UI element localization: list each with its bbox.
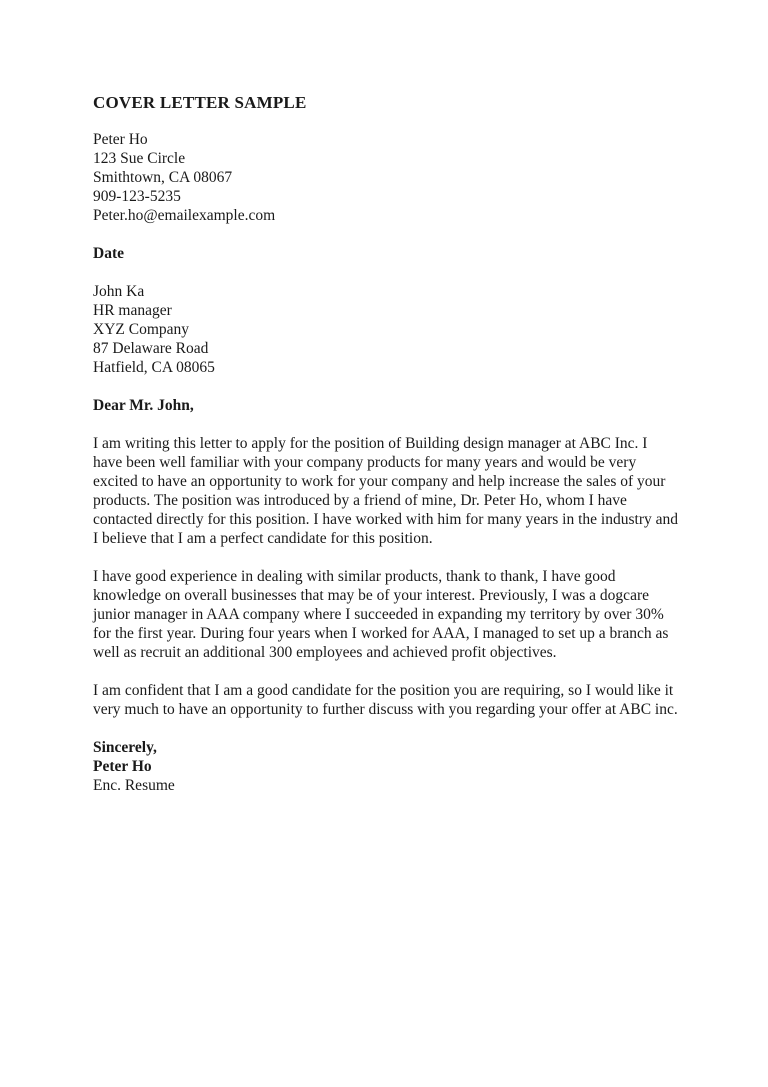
sender-name: Peter Ho (93, 131, 148, 148)
recipient-name: John Ka (93, 283, 145, 300)
signature-name: Peter Ho (93, 758, 152, 775)
date-block (93, 244, 679, 263)
sender-city: Smithtown, CA 08067 (93, 169, 233, 186)
sender-email: Peter.ho@emailexample.com (93, 207, 276, 224)
letter-content (93, 92, 679, 795)
body-paragraph-3: I am confident that I am a good candidate for the position you are requiring, so I would like it very much to have an opportunity to further discuss with you regarding your offer at ABC inc. (93, 682, 678, 718)
document-title: COVER LETTER SAMPLE (93, 93, 307, 112)
salutation-block (93, 396, 679, 415)
recipient-city: Hatfield, CA 08065 (93, 359, 215, 376)
enclosure-note: Enc. Resume (93, 777, 175, 794)
recipient-title: HR manager (93, 302, 172, 319)
recipient-company: XYZ Company (93, 321, 190, 338)
recipient-address-block (93, 282, 679, 377)
closing-signoff: Sincerely, (93, 739, 157, 756)
date-label: Date (93, 245, 124, 262)
sender-street: 123 Sue Circle (93, 150, 186, 167)
salutation: Dear Mr. John, (93, 397, 194, 414)
closing-block (93, 738, 679, 795)
recipient-street: 87 Delaware Road (93, 340, 209, 357)
body-paragraph-2: I have good experience in dealing with similar products, thank to thank, I have good knowledge on overall businesses that may be of your interest. Previously, I was a dogcare junior manager in AAA company where I succeeded in expanding my territory by over 30% for the first year. During four years when I worked for AAA, I managed to set up a branch as well as recruit an additional 300 employees and achieved profit objectives. (93, 568, 669, 661)
body-paragraph-1: I am writing this letter to apply for the position of Building design manager at ABC Inc. I have been well familiar with your company products for many years and would be very excited to have an opportunity to work for your company and help increase the sales of your products. The position was introduced by a friend of mine, Dr. Peter Ho, whom I have contacted directly for this position. I have worked with him for many years in the industry and I believe that I am a perfect candidate for this position. (93, 435, 678, 547)
sender-address-block (93, 130, 679, 225)
sender-phone: 909-123-5235 (93, 188, 181, 205)
